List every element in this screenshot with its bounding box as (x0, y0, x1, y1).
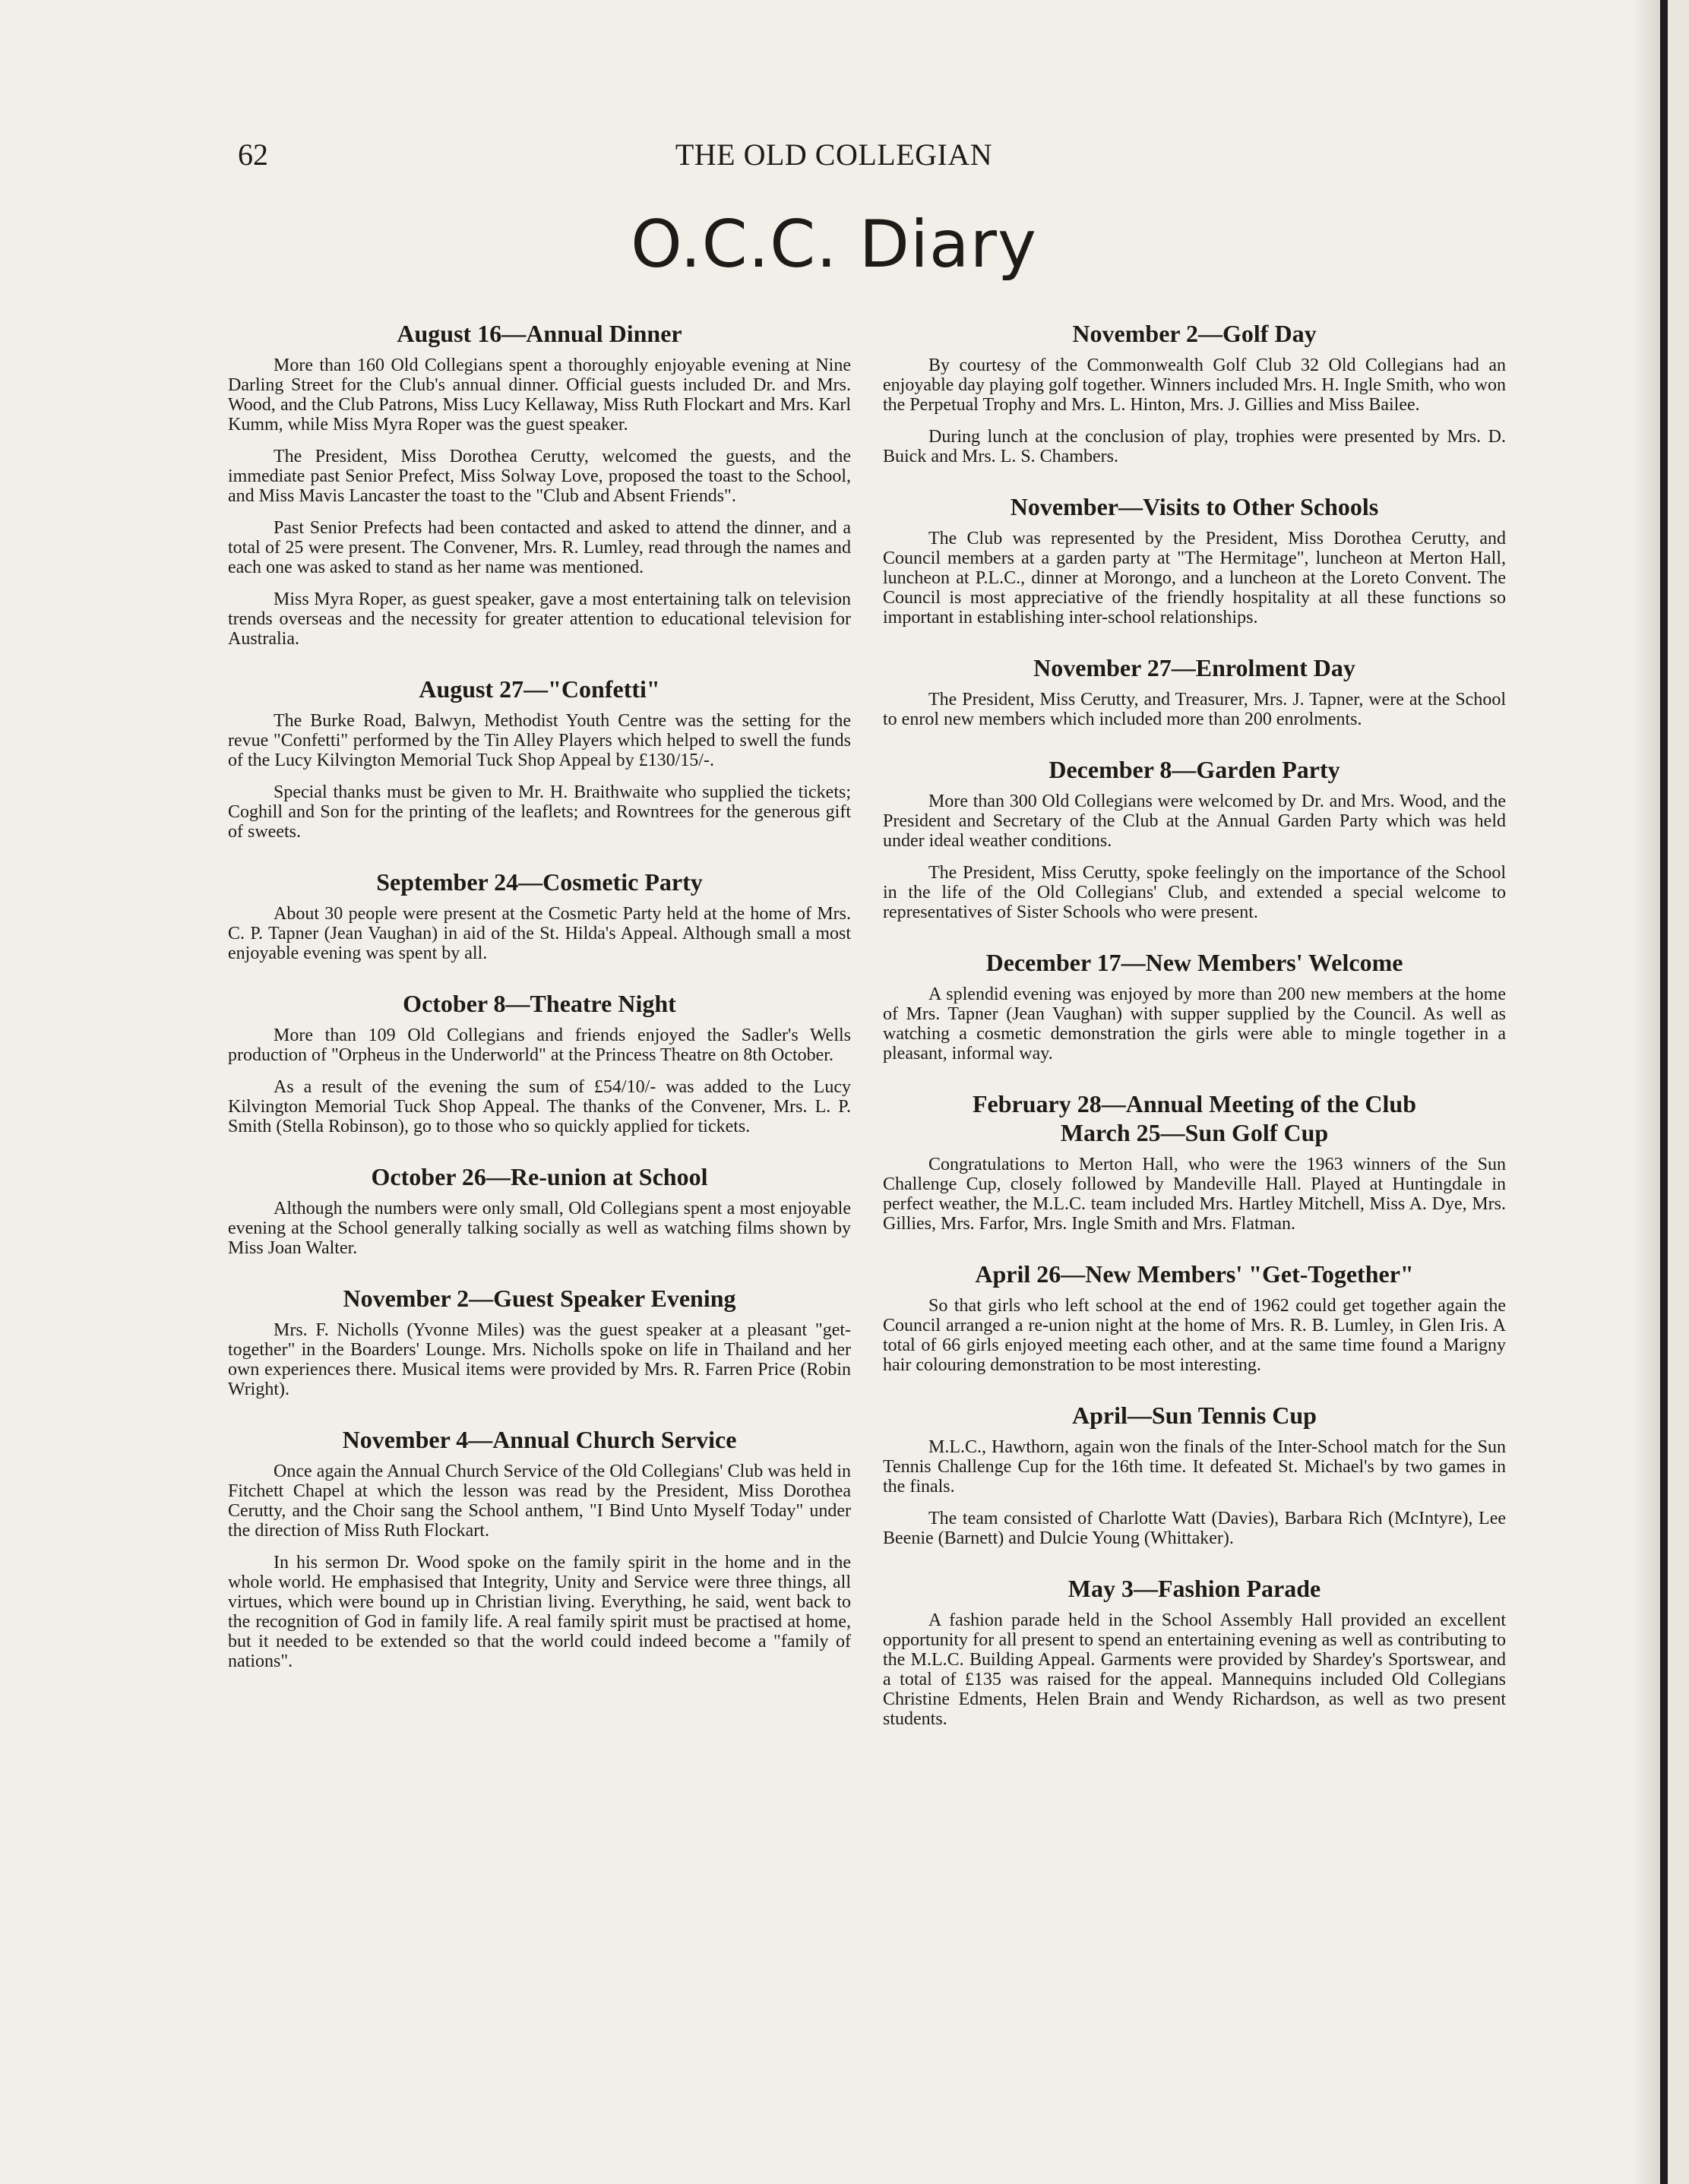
entry-paragraph: Miss Myra Roper, as guest speaker, gave a most entertaining talk on television trends overseas and the necessity for greater attention to educational television for Australia. (228, 589, 851, 649)
entry-heading: April—Sun Tennis Cup (1072, 1402, 1317, 1429)
entry-paragraph: More than 109 Old Collegians and friends enjoyed the Sadler's Wells production of "Orpheus in the Underworld" at the Princess Theatre on 8th October. (228, 1026, 851, 1065)
entry-paragraph: Once again the Annual Church Service of the Old Collegians' Club was held in Fitchett Chapel at which the lesson was read by the President, Miss Dorothea Cerutty, and the Choir sang the School anthem, "I Bind Unto Myself Today" under the direction of Miss Ruth Flockart. (228, 1462, 851, 1541)
diary-entry (883, 492, 1506, 627)
diary-entry (883, 1260, 1506, 1375)
diary-entry (883, 1574, 1506, 1729)
entry-paragraph: Mrs. F. Nicholls (Yvonne Miles) was the guest speaker at a pleasant "get-together" in the Boarders' Lounge. Mrs. Nicholls spoke on life in Thailand and her own experiences there. Musical items were provided by Mrs. R. Farren Price (Robin Wright). (228, 1320, 851, 1399)
entry-paragraph: So that girls who left school at the end of 1962 could get together again the Council arranged a re-union night at the home of Mrs. R. B. Lumley, in Glen Iris. A total of 66 girls enjoyed meeting each other, and at the same time found a Marigny hair colouring demonstration to be most interesting. (883, 1296, 1506, 1375)
entry-heading: February 28—Annual Meeting of the Club (973, 1090, 1416, 1117)
diary-entry (883, 1089, 1506, 1234)
entry-heading: November 4—Annual Church Service (342, 1426, 737, 1453)
entry-heading: December 8—Garden Party (1049, 756, 1340, 783)
entry-heading: November 2—Golf Day (1072, 320, 1317, 347)
entry-heading: September 24—Cosmetic Party (376, 868, 703, 896)
entry-paragraph: About 30 people were present at the Cosmetic Party held at the home of Mrs. C. P. Tapner (Jean Vaughan) in aid of the St. Hilda's Appeal. Although small a most enjoyable evening was spent by all. (228, 904, 851, 963)
entry-paragraph: The President, Miss Dorothea Cerutty, welcomed the guests, and the immediate past Senior Prefect, Miss Solway Love, proposed the toast to the School, and Miss Mavis Lancaster the toast to the "Club and Absent Friends". (228, 447, 851, 506)
left-column (228, 319, 851, 1697)
diary-entry (883, 755, 1506, 922)
entry-subheading: March 25—Sun Golf Cup (1060, 1119, 1329, 1146)
entry-paragraph: A splendid evening was enjoyed by more than 200 new members at the home of Mrs. Tapner (Jean Vaughan) with supper supplied by the Council. As well as watching a cosmetic demonstration the girls were able to mingle together in a pleasant, informal way. (883, 985, 1506, 1064)
entry-paragraph: As a result of the evening the sum of £54/10/- was added to the Lucy Kilvington Memorial Tuck Shop Appeal. The thanks of the Convener, Mrs. L. P. Smith (Stella Robinson), go to those who so quickly applied for tickets. (228, 1077, 851, 1136)
entry-heading: October 8—Theatre Night (403, 990, 676, 1017)
diary-entry (228, 319, 851, 649)
entry-paragraph: More than 160 Old Collegians spent a thoroughly enjoyable evening at Nine Darling Street for the Club's annual dinner. Official guests included Dr. and Mrs. Wood, and the Club Patrons, Miss Lucy Kellaway, Miss Ruth Flockart and Mrs. Karl Kumm, while Miss Myra Roper was the guest speaker. (228, 356, 851, 435)
entry-paragraph: More than 300 Old Collegians were welcomed by Dr. and Mrs. Wood, and the President and Secretary of the Club at the Annual Garden Party which was held under ideal weather conditions. (883, 792, 1506, 851)
diary-entry (883, 948, 1506, 1064)
diary-entry (228, 1162, 851, 1258)
entry-paragraph: During lunch at the conclusion of play, trophies were presented by Mrs. D. Buick and Mrs. L. S. Chambers. (883, 427, 1506, 466)
entry-paragraph: M.L.C., Hawthorn, again won the finals of the Inter-School match for the Sun Tennis Challenge Cup for the 16th time. It defeated St. Michael's by two games in the finals. (883, 1437, 1506, 1497)
entry-paragraph: By courtesy of the Commonwealth Golf Club 32 Old Collegians had an enjoyable day playing golf together. Winners included Mrs. H. Ingle Smith, who won the Perpetual Trophy and Mrs. L. Hinton, Mrs. J. Gillies and Miss Bailee. (883, 356, 1506, 415)
right-column (883, 319, 1506, 1755)
diary-entry (883, 1401, 1506, 1548)
entry-paragraph: The Club was represented by the President, Miss Dorothea Cerutty, and Council members at a garden party at "The Hermitage", luncheon at Merton Hall, luncheon at P.L.C., dinner at Morongo, and a luncheon at the Loreto Convent. The Council is most appreciative of the friendly hospitality at all these functions so important in establishing inter-school relationships. (883, 529, 1506, 627)
entry-heading: November—Visits to Other Schools (1010, 493, 1379, 520)
entry-heading: August 16—Annual Dinner (397, 320, 682, 347)
diary-entry (228, 868, 851, 963)
entry-heading: May 3—Fashion Parade (1067, 1575, 1321, 1602)
entry-paragraph: In his sermon Dr. Wood spoke on the family spirit in the home and in the whole world. He emphasised that Integrity, Unity and Service were three things, all virtues, which were bound up in Christian living. Everything, he said, went back to the recognition of God in family life. A real family spirit must be practised at home, but it needed to be extended so that the world could indeed become a "family of nations". (228, 1553, 851, 1671)
diary-entry (228, 1284, 851, 1399)
entry-heading: November 27—Enrolment Day (1033, 654, 1355, 681)
entry-heading: October 26—Re-union at School (371, 1163, 708, 1190)
page-edge-shadow (1633, 0, 1660, 2184)
entry-paragraph: Congratulations to Merton Hall, who were the 1963 winners of the Sun Challenge Cup, closely followed by Mandeville Hall. Played at Huntingdale in perfect weather, the M.L.C. team included Mrs. Hartley Mitchell, Miss A. Dye, Mrs. Gillies, Mrs. Farfor, Mrs. Ingle Smith and Mrs. Flatman. (883, 1155, 1506, 1234)
entry-heading: August 27—"Confetti" (419, 675, 660, 703)
entry-heading: December 17—New Members' Welcome (985, 949, 1403, 976)
entry-heading: November 2—Guest Speaker Evening (343, 1285, 736, 1312)
diary-entry (883, 319, 1506, 466)
entry-paragraph: Special thanks must be given to Mr. H. Braithwaite who supplied the tickets; Coghill and Son for the printing of the leaflets; and Rowntrees for the generous gift of sweets. (228, 782, 851, 842)
entry-paragraph: The President, Miss Cerutty, spoke feelingly on the importance of the School in the life of the Old Collegians' Club, and extended a special welcome to representatives of Sister Schools who were present. (883, 863, 1506, 922)
page-number: 62 (238, 137, 268, 172)
running-head (0, 132, 1668, 178)
entry-paragraph: The team consisted of Charlotte Watt (Davies), Barbara Rich (McIntyre), Lee Beenie (Barnett) and Dulcie Young (Whittaker). (883, 1509, 1506, 1548)
entry-paragraph: Past Senior Prefects had been contacted and asked to attend the dinner, and a total of 25 were present. The Convener, Mrs. R. Lumley, read through the names and each one was asked to stand as her name was mentioned. (228, 518, 851, 577)
page-title: O.C.C. Diary (631, 207, 1037, 283)
entry-paragraph: A fashion parade held in the School Assembly Hall provided an excellent opportunity for all present to spend an entertaining evening as well as contributing to the M.L.C. Building Appeal. Garments were provided by Shardey's Sportswear, and a total of £135 was raised for the appeal. Mannequins included Old Collegians Christine Edments, Helen Brain and Wendy Richardson, as well as two present students. (883, 1610, 1506, 1729)
diary-entry (883, 653, 1506, 729)
diary-entry (228, 989, 851, 1136)
entry-paragraph: The Burke Road, Balwyn, Methodist Youth Centre was the setting for the revue "Confetti" performed by the Tin Alley Players which helped to swell the funds of the Lucy Kilvington Memorial Tuck Shop Appeal by £130/15/-. (228, 711, 851, 770)
entry-paragraph: Although the numbers were only small, Old Collegians spent a most enjoyable evening at the School generally talking socially as well as watching films shown by Miss Joan Walter. (228, 1199, 851, 1258)
entry-paragraph: The President, Miss Cerutty, and Treasurer, Mrs. J. Tapner, were at the School to enrol new members which included more than 200 enrolments. (883, 690, 1506, 729)
entry-heading: April 26—New Members' "Get-Together" (975, 1260, 1414, 1288)
diary-entry (228, 1425, 851, 1671)
journal-title: THE OLD COLLEGIAN (675, 137, 993, 172)
diary-entry (228, 675, 851, 842)
